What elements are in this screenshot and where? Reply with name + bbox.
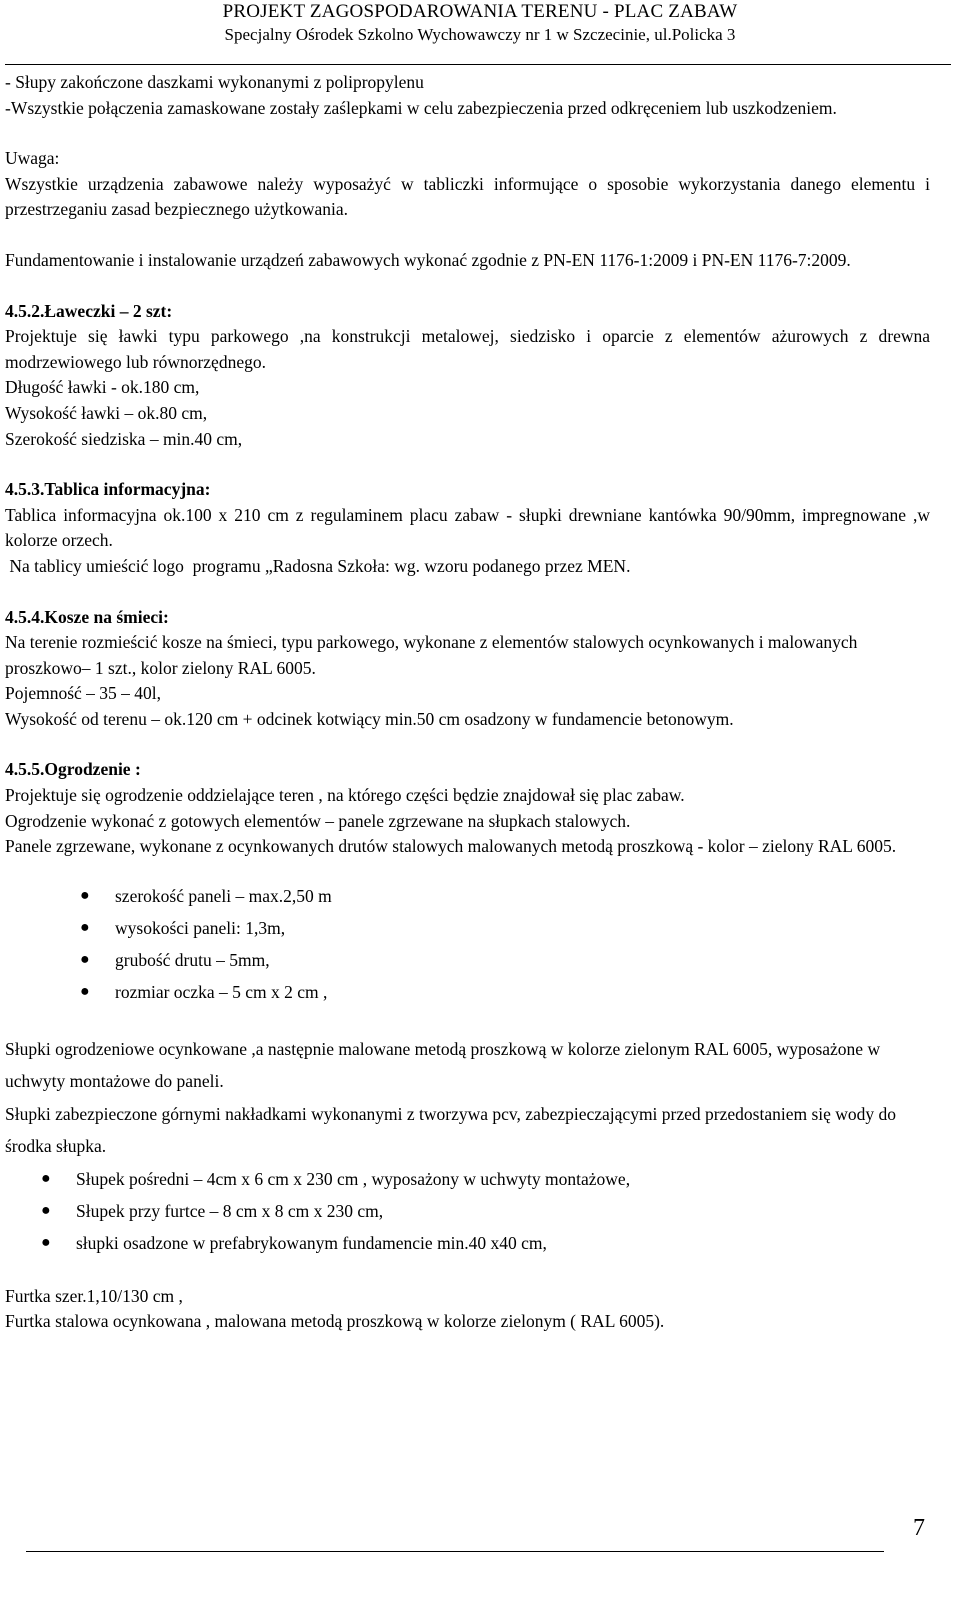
bench-length: Długość ławki - ok.180 cm, (5, 377, 200, 398)
page-number: 7 (913, 1515, 925, 1541)
note-title: Uwaga: (5, 148, 60, 169)
section-info-board-title: 4.5.3.Tablica informacyjna: (5, 479, 211, 500)
paragraph-connections: -Wszystkie połączenia zamaskowane zostały zaślepkami w celu zabezpieczenia przed odkręceniem lub uszkodzeniem. (5, 97, 837, 118)
gate-desc: Furtka stalowa ocynkowana , malowana metodą proszkową w kolorze zielonym ( RAL 6005). (5, 1311, 665, 1332)
section-info-board-logo: Na tablicy umieścić logo programu „Radosna Szkoła: wg. wzoru podanego przez MEN. (5, 555, 631, 576)
section-info-board-desc: Tablica informacyjna ok.100 x 210 cm z regulaminem placu zabaw - słupki drewniane kantówka 90/90mm, impregnowane ,w kolorze orzech. (5, 504, 930, 551)
page-header (0, 0, 960, 46)
bench-height: Wysokość ławki – ok.80 cm, (5, 402, 208, 423)
bench-seat-width: Szerokość siedziska – min.40 cm, (5, 428, 243, 449)
header-institution: Specjalny Ośrodek Szkolno Wychowawczy nr 1 w Szczecinie, ul.Policka 3 (224, 25, 736, 44)
gate-size: Furtka szer.1,10/130 cm , (5, 1285, 183, 1306)
list-item: ● Słupek przy furtce – 8 cm x 8 cm x 230 cm, (5, 1195, 930, 1227)
document-body (5, 70, 930, 1335)
bullet-icon: ● (41, 1233, 51, 1251)
list-item: ● szerokość paneli – max.2,50 m (5, 880, 930, 912)
bullet-icon: ● (41, 1169, 51, 1187)
paragraph-posts: - Słupy zakończone daszkami wykonanymi z polipropylenu (5, 72, 424, 92)
header-divider (5, 64, 951, 65)
fence-posts-desc-2: Słupki zabezpieczone górnymi nakładkami wykonanymi z tworzywa pcv, zabezpieczającymi przed przedostaniem się wody do środka słupka. (5, 1103, 897, 1157)
list-item: ● wysokości paneli: 1,3m, (5, 912, 930, 944)
bullet-icon: ● (41, 1201, 51, 1219)
header-project-title: PROJEKT ZAGOSPODAROWANIA TERENU - PLAC ZABAW (222, 1, 738, 22)
list-item: ● słupki osadzone w prefabrykowanym fundamencie min.40 x40 cm, (5, 1227, 930, 1259)
fence-desc-3: Panele zgrzewane, wykonane z ocynkowanych drutów stalowych malowanych metodą proszkową - kolor – zielony RAL 6005. (5, 836, 897, 857)
section-bins-title: 4.5.4.Kosze na śmieci: (5, 606, 169, 627)
list-item: ● grubość drutu – 5mm, (5, 944, 930, 976)
footer-divider (26, 1551, 884, 1552)
bullet-icon: ● (80, 950, 90, 968)
list-item: ● Słupek pośredni – 4cm x 6 cm x 230 cm , wyposażony w uchwyty montażowe, (5, 1163, 930, 1195)
note-text: Wszystkie urządzenia zabawowe należy wyposażyć w tabliczki informujące o sposobie wykorzystania danego elementu i przestrzeganiu zasad bezpiecznego użytkowania. (5, 173, 930, 220)
fence-post-specs (5, 1163, 930, 1259)
section-benches-desc: Projektuje się ławki typu parkowego ,na konstrukcji metalowej, siedzisko i oparcie z elementów ażurowych z drewna modrzewiowego lub równorzędnego. (5, 326, 930, 372)
bullet-icon: ● (80, 982, 90, 1000)
bullet-icon: ● (80, 886, 90, 904)
section-fence-title: 4.5.5.Ogrodzenie : (5, 759, 141, 780)
paragraph-foundation: Fundamentowanie i instalowanie urządzeń zabawowych wykonać zgodnie z PN-EN 1176-1:2009 i PN-EN 1176-7:2009. (5, 249, 851, 270)
bin-height: Wysokość od terenu – ok.120 cm + odcinek kotwiący min.50 cm osadzony w fundamencie betonowym. (5, 708, 734, 729)
fence-posts-desc-1: Słupki ogrodzeniowe ocynkowane ,a następnie malowane metodą proszkową w kolorze zielonym RAL 6005, wyposażone w uchwyty montażowe do paneli. (5, 1038, 881, 1092)
fence-desc-1: Projektuje się ogrodzenie oddzielające teren , na którego części będzie znajdował się plac zabaw. (5, 785, 685, 806)
fence-panel-specs (5, 880, 930, 1008)
section-benches-title: 4.5.2.Ławeczki – 2 szt: (5, 300, 173, 321)
list-item: ● rozmiar oczka – 5 cm x 2 cm , (5, 976, 930, 1008)
bullet-icon: ● (80, 918, 90, 936)
section-bins-desc: Na terenie rozmieścić kosze na śmieci, typu parkowego, wykonane z elementów stalowych ocynkowanych i malowanych proszkowo– 1 szt., kolor zielony RAL 6005. (5, 632, 858, 678)
bin-capacity: Pojemność – 35 – 40l, (5, 683, 162, 704)
fence-desc-2: Ogrodzenie wykonać z gotowych elementów – panele zgrzewane na słupkach stalowych. (5, 810, 631, 831)
